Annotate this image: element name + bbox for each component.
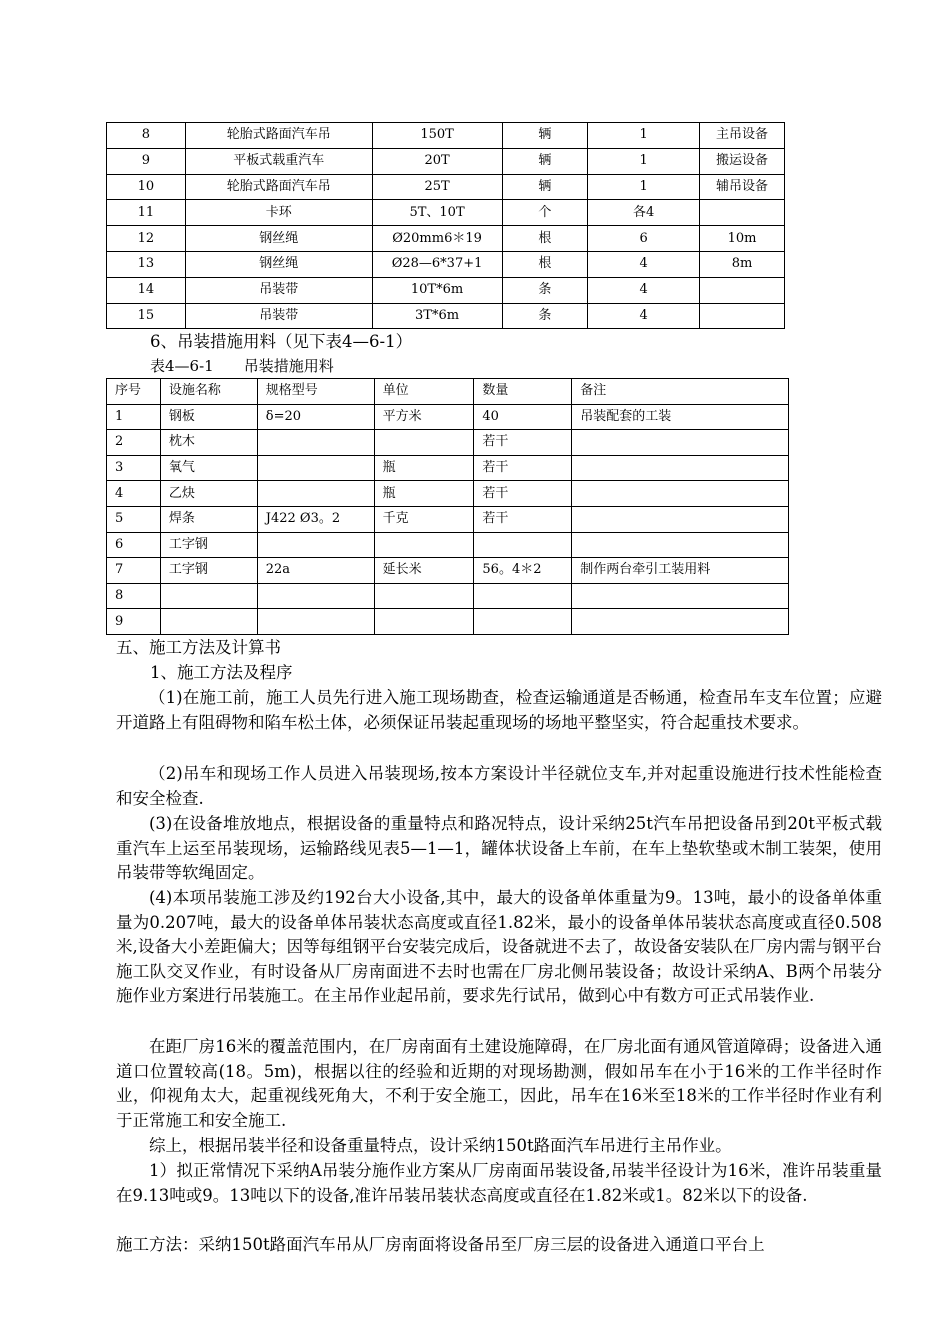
table-cell: 1: [588, 123, 700, 149]
table-row: [107, 277, 785, 303]
table-cell: J422 Ø3。2: [257, 506, 374, 532]
table-cell: 平方米: [374, 404, 474, 430]
table-cell: [572, 583, 789, 609]
table-cell: [700, 303, 785, 329]
table-row: [107, 123, 785, 149]
table-cell: 2: [107, 430, 161, 456]
table-cell: 15: [107, 303, 186, 329]
table-cell: 若干: [474, 506, 572, 532]
col-header-index: 序号: [107, 379, 161, 405]
table-cell: [474, 609, 572, 635]
table-cell: 8: [107, 123, 186, 149]
table-cell: 8: [107, 583, 161, 609]
section-5-heading: 五、施工方法及计算书: [116, 638, 281, 657]
table-cell: [374, 532, 474, 558]
table-cell: [474, 532, 572, 558]
table-cell: 7: [107, 558, 161, 584]
table-cell: 工字钢: [160, 558, 257, 584]
table-cell: 制作两台牵引工装用料: [572, 558, 789, 584]
lifting-materials-table-body: [107, 404, 789, 634]
col-header-spec: 规格型号: [257, 379, 374, 405]
paragraph-4: (4)本项吊装施工涉及约192台大小设备,其中，最大的设备单体重量为9。13吨，最小的设备单体重量为0.207吨，最大的设备单体吊装状态高度或直径1.82米，最小的设备单体吊装状态高度或直径0.508米,设备大小差距偏大；因等每组钢平台安装完成后，设备就进不去了，故设备安装队在厂房内需与钢平台施工队交叉作业，有时设备从厂房南面进不去时也需在厂房北侧吊装设备；故设计采纳A、B两个吊装分施作业方案进行吊装施工。在主吊作业起吊前，要求先行试吊，做到心中有数方可正式吊装作业.: [116, 888, 882, 1006]
table-cell: [257, 481, 374, 507]
table-cell: 吊装带: [185, 303, 372, 329]
table-row: [107, 148, 785, 174]
table-cell: 10: [107, 174, 186, 200]
paragraph-8: 施工方法：采纳150t路面汽车吊从厂房南面将设备吊至厂房三层的设备进入通道口平台上: [116, 1235, 765, 1254]
table-cell: [572, 430, 789, 456]
table-cell: 10m: [700, 226, 785, 252]
table-row: [107, 455, 789, 481]
table-row: [107, 404, 789, 430]
table-cell: 钢丝绳: [185, 251, 372, 277]
table-cell: 枕木: [160, 430, 257, 456]
table-cell: [160, 583, 257, 609]
table-cell: 乙炔: [160, 481, 257, 507]
table-cell: 延长米: [374, 558, 474, 584]
table-cell: 9: [107, 609, 161, 635]
table-cell: 瓶: [374, 481, 474, 507]
table-cell: 辆: [502, 148, 588, 174]
table-header-row: [107, 379, 789, 405]
table-row: [107, 481, 789, 507]
table-cell: 主吊设备: [700, 123, 785, 149]
table-cell: [374, 609, 474, 635]
table-cell: 吊装带: [185, 277, 372, 303]
paragraph-5: 在距厂房16米的覆盖范围内，在厂房南面有土建设施障碍，在厂房北面有通风管道障碍；设备进入通道口位置较高(18。5m)，根据以往的经验和近期的对现场勘测，假如吊车在小于16米的工作半径时作业，仰视角太大，起重视线死角大，不利于安全施工，因此，吊车在16米至18米的工作半径时作业有利于正常施工和安全施工.: [116, 1037, 882, 1130]
table-cell: 根: [502, 251, 588, 277]
table-cell: 6: [107, 532, 161, 558]
table-cell: [374, 430, 474, 456]
table-cell: 焊条: [160, 506, 257, 532]
table-cell: 1: [588, 174, 700, 200]
table-cell: 6: [588, 226, 700, 252]
table-cell: 22a: [257, 558, 374, 584]
table-cell: 11: [107, 200, 186, 226]
table-row: [107, 174, 785, 200]
table-row: [107, 558, 789, 584]
table-row: [107, 609, 789, 635]
table-cell: 氧气: [160, 455, 257, 481]
table-cell: 平板式载重汽车: [185, 148, 372, 174]
table-cell: 钢丝绳: [185, 226, 372, 252]
table-cell: 4: [588, 251, 700, 277]
table-cell: [700, 200, 785, 226]
table-row: [107, 200, 785, 226]
table-cell: [572, 481, 789, 507]
table-cell: 辆: [502, 123, 588, 149]
table-cell: 卡环: [185, 200, 372, 226]
equipment-table: [106, 122, 785, 329]
table-row: [107, 583, 789, 609]
table-cell: 搬运设备: [700, 148, 785, 174]
table-cell: Ø20mm6＊19: [372, 226, 502, 252]
table-cell: 条: [502, 303, 588, 329]
col-header-qty: 数量: [474, 379, 572, 405]
paragraph-2: （2)吊车和现场工作人员进入吊装现场,按本方案设计半径就位支车,并对起重设施进行技术性能检查和安全检查.: [116, 764, 882, 808]
table-cell: 40: [474, 404, 572, 430]
table-cell: 瓶: [374, 455, 474, 481]
col-header-unit: 单位: [374, 379, 474, 405]
table-row: [107, 303, 785, 329]
table-cell: [257, 609, 374, 635]
table-cell: [474, 583, 572, 609]
table-cell: 钢板: [160, 404, 257, 430]
section-6-heading: 6、吊装措施用料（见下表4—6-1）: [150, 332, 413, 351]
table-cell: 9: [107, 148, 186, 174]
table-cell: 5T、10T: [372, 200, 502, 226]
table-cell: 13: [107, 251, 186, 277]
table-cell: 12: [107, 226, 186, 252]
equipment-table-body: [107, 123, 785, 329]
table-cell: 4: [588, 303, 700, 329]
table-cell: 条: [502, 277, 588, 303]
table-cell: [257, 430, 374, 456]
table-cell: Ø28—6*37+1: [372, 251, 502, 277]
table-cell: [700, 277, 785, 303]
subsection-1-heading: 1、施工方法及程序: [150, 663, 293, 682]
table-cell: 若干: [474, 481, 572, 507]
table-cell: 若干: [474, 430, 572, 456]
table-row: [107, 532, 789, 558]
table-cell: 根: [502, 226, 588, 252]
table-cell: 3T*6m: [372, 303, 502, 329]
paragraph-1: （1)在施工前，施工人员先行进入施工现场勘查，检查运输通道是否畅通，检查吊车支车位置；应避开道路上有阻碍物和陷车松土体，必须保证吊装起重现场的场地平整坚实，符合起重技术要求。: [116, 688, 882, 732]
table-cell: [374, 583, 474, 609]
table-cell: 14: [107, 277, 186, 303]
table-cell: 工字钢: [160, 532, 257, 558]
table-cell: 个: [502, 200, 588, 226]
lifting-materials-table: [106, 378, 789, 635]
table-row: [107, 430, 789, 456]
table-row: [107, 506, 789, 532]
table-cell: [257, 455, 374, 481]
table-cell: [572, 609, 789, 635]
table-cell: 56。4＊2: [474, 558, 572, 584]
table-cell: 1: [588, 148, 700, 174]
table-cell: 3: [107, 455, 161, 481]
table-row: [107, 226, 785, 252]
table-row: [107, 251, 785, 277]
table-cell: 4: [588, 277, 700, 303]
table-cell: 轮胎式路面汽车吊: [185, 174, 372, 200]
table-cell: 8m: [700, 251, 785, 277]
col-header-remark: 备注: [572, 379, 789, 405]
table-cell: δ=20: [257, 404, 374, 430]
table-cell: [572, 506, 789, 532]
paragraph-7: 1）拟正常情况下采纳A吊装分施作业方案从厂房南面吊装设备,吊装半径设计为16米，准许吊装重量在9.13吨或9。13吨以下的设备,准许吊装吊装状态高度或直径在1.82米或1。82米以下的设备.: [116, 1161, 882, 1205]
table-cell: [257, 532, 374, 558]
table-caption: 表4—6-1 吊装措施用料: [150, 357, 334, 375]
table-cell: 吊装配套的工装: [572, 404, 789, 430]
table-cell: 1: [107, 404, 161, 430]
table-cell: 千克: [374, 506, 474, 532]
table-cell: 辆: [502, 174, 588, 200]
table-cell: 25T: [372, 174, 502, 200]
table-cell: 各4: [588, 200, 700, 226]
table-cell: [572, 455, 789, 481]
table-cell: [572, 532, 789, 558]
table-cell: 5: [107, 506, 161, 532]
table-cell: 10T*6m: [372, 277, 502, 303]
table-cell: 辅吊设备: [700, 174, 785, 200]
table-cell: 20T: [372, 148, 502, 174]
col-header-name: 设施名称: [160, 379, 257, 405]
paragraph-6: 综上，根据吊装半径和设备重量特点，设计采纳150t路面汽车吊进行主吊作业。: [149, 1136, 732, 1155]
table-cell: 150T: [372, 123, 502, 149]
table-cell: [257, 583, 374, 609]
paragraph-3: (3)在设备堆放地点，根据设备的重量特点和路况特点，设计采纳25t汽车吊把设备吊到20t平板式载重汽车上运至吊装现场，运输路线见表5—1—1，罐体状设备上车前，在车上垫软垫或木制工装架，使用吊装带等软绳固定。: [116, 814, 882, 883]
table-cell: 轮胎式路面汽车吊: [185, 123, 372, 149]
table-cell: 4: [107, 481, 161, 507]
table-cell: [160, 609, 257, 635]
table-cell: 若干: [474, 455, 572, 481]
